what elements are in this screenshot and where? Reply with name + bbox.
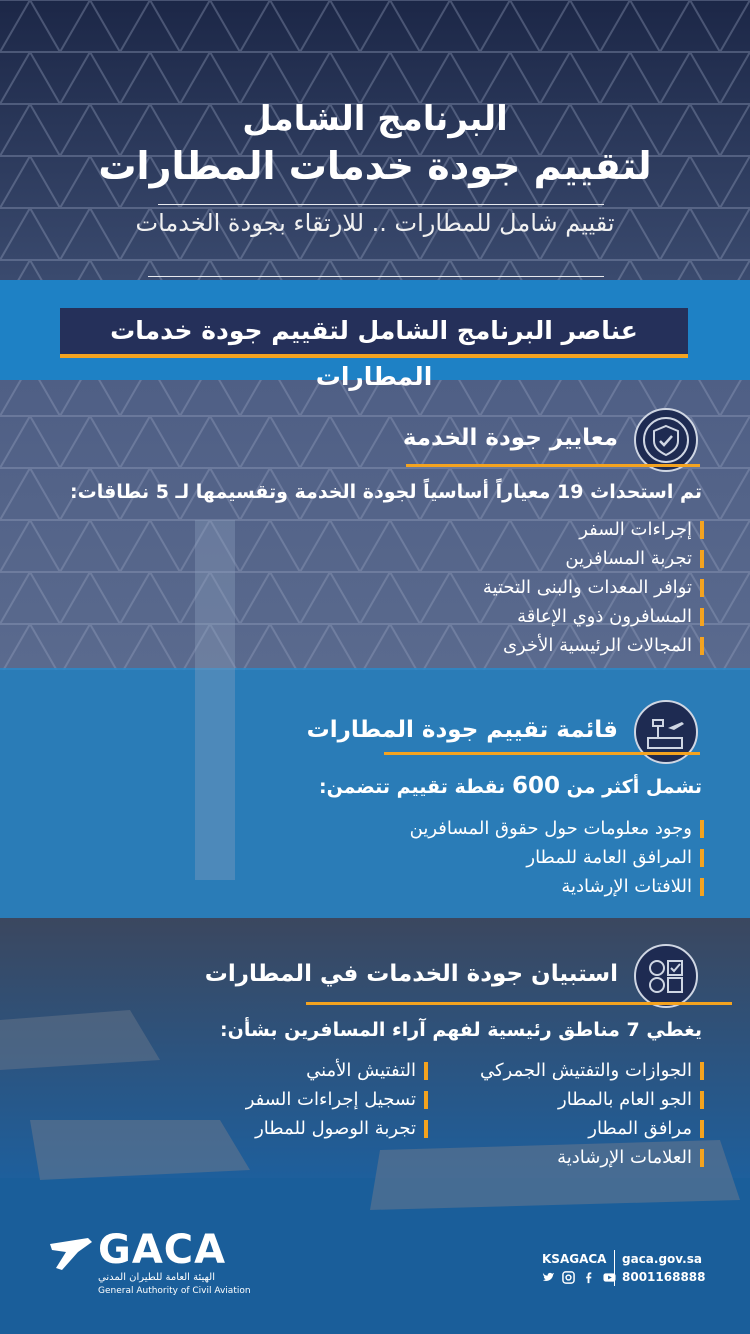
service-domains-list (483, 515, 704, 660)
title-divider (158, 204, 604, 205)
contact-column (622, 1250, 706, 1286)
section-lead (319, 772, 702, 801)
list-item: مرافق المطار (480, 1114, 704, 1143)
section-title: قائمة تقييم جودة المطارات (306, 717, 618, 743)
lead-number: 600 (511, 773, 560, 799)
list-item: تجربة الوصول للمطار (246, 1114, 428, 1143)
gaca-emblem-icon (48, 1230, 94, 1276)
lead-prefix: تشمل أكثر من (566, 776, 702, 798)
gaca-name-ar: الهيئة العامة للطيران المدني (98, 1272, 215, 1283)
list-item: الجو العام بالمطار (480, 1085, 704, 1114)
section-title: استبيان جودة الخدمات في المطارات (204, 961, 618, 987)
list-item: اللافتات الإرشادية (410, 872, 704, 901)
social-handle: KSAGACA (542, 1252, 607, 1266)
section-underline (384, 752, 700, 755)
section-lead: تم استحداث 19 معياراً أساسياً لجودة الخدمة وتقسيمها لـ 5 نطاقات: (70, 481, 702, 503)
page-title-line2: لتقييم جودة خدمات المطارات (98, 144, 652, 188)
gaca-logo-text: GACA (98, 1227, 227, 1273)
section-service-standards (98, 408, 698, 472)
website-link[interactable]: gaca.gov.sa (622, 1252, 702, 1266)
section-title: معايير جودة الخدمة (402, 425, 618, 451)
list-item: المجالات الرئيسية الأخرى (483, 631, 704, 660)
gaca-name-en: General Authority of Civil Aviation (98, 1286, 251, 1296)
page-subtitle: تقييم شامل للمطارات .. للارتقاء بجودة الخدمات (135, 209, 615, 237)
list-item: الجوازات والتفتيش الجمركي (480, 1056, 704, 1085)
section-service-survey (78, 944, 698, 1008)
contact-divider (614, 1250, 615, 1286)
social-icons (542, 1268, 619, 1286)
list-item: التفتيش الأمني (246, 1056, 428, 1085)
page-title-line1: البرنامج الشامل (242, 99, 508, 139)
survey-faces-icon (634, 944, 698, 1008)
elements-banner (60, 308, 688, 391)
survey-areas-list-left (246, 1056, 428, 1143)
checklist-items-list (410, 814, 704, 901)
list-item: وجود معلومات حول حقوق المسافرين (410, 814, 704, 843)
banner-label: عناصر البرنامج الشامل لتقييم جودة خدمات المطارات (110, 316, 638, 391)
section-underline (406, 464, 700, 467)
section-underline (306, 1002, 732, 1005)
list-item: إجراءات السفر (483, 515, 704, 544)
list-item: المسافرون ذوي الإعاقة (483, 602, 704, 631)
list-item: تسجيل إجراءات السفر (246, 1085, 428, 1114)
subtitle-divider (148, 276, 604, 277)
facebook-icon[interactable] (582, 1271, 595, 1284)
twitter-icon[interactable] (542, 1271, 555, 1284)
instagram-icon[interactable] (562, 1271, 575, 1284)
lead-suffix: نقطة تقييم تتضمن: (318, 776, 506, 798)
shield-check-icon (634, 408, 698, 472)
survey-areas-list-right (480, 1056, 704, 1172)
list-item: توافر المعدات والبنى التحتية (483, 573, 704, 602)
phone-number: 8001168888 (622, 1270, 706, 1284)
section-lead: يغطي 7 مناطق رئيسية لفهم آراء المسافرين بشأن: (220, 1019, 702, 1041)
social-column (542, 1250, 619, 1286)
contact-block (542, 1250, 706, 1290)
list-item: تجربة المسافرين (483, 544, 704, 573)
list-item: المرافق العامة للمطار (410, 843, 704, 872)
list-item: العلامات الإرشادية (480, 1143, 704, 1172)
